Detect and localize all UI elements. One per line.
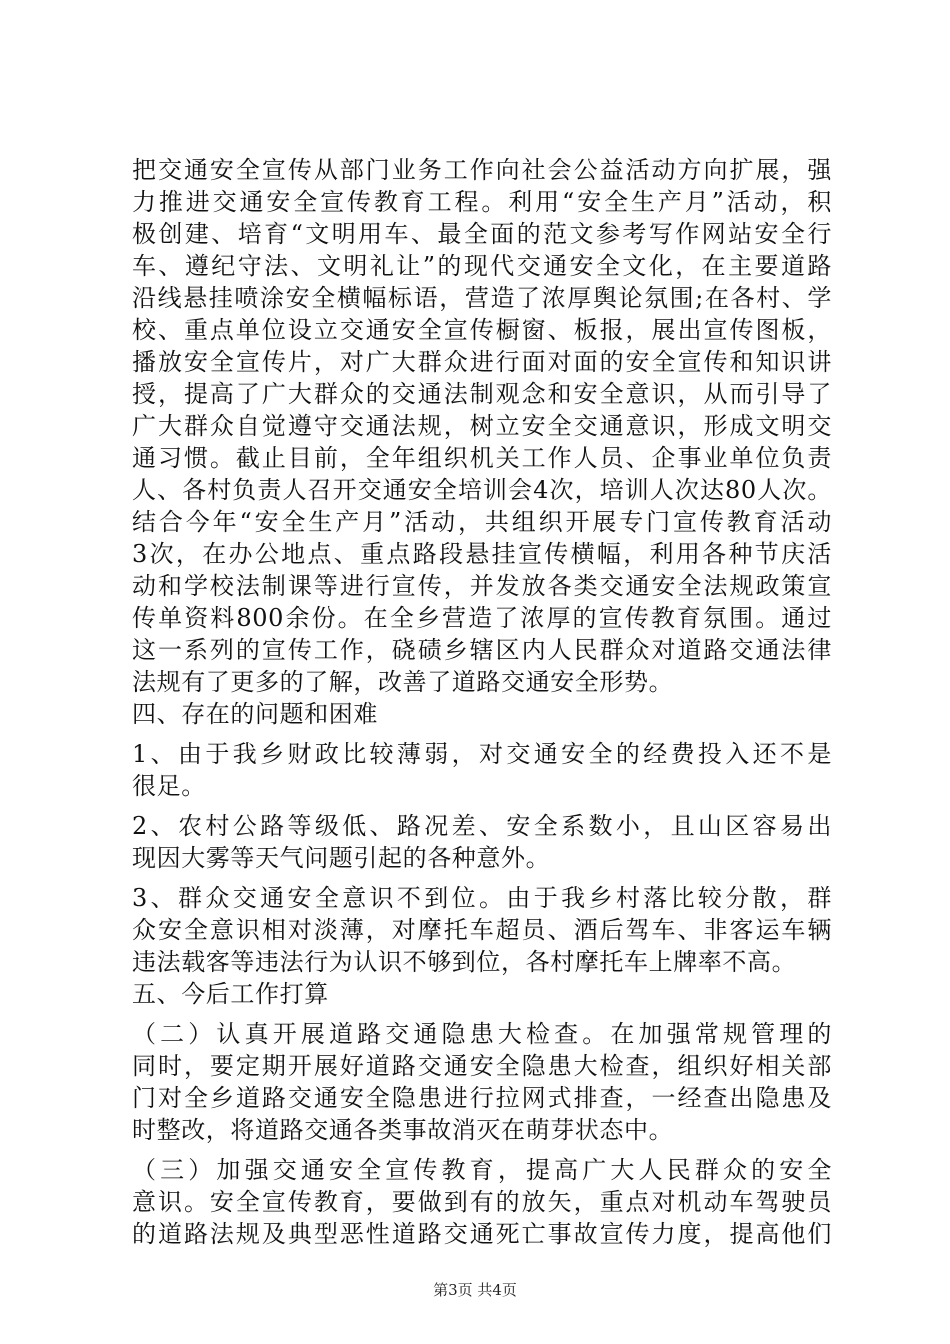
section-heading: 五、今后工作打算 <box>132 980 329 1008</box>
text-line: （二）认真开展道路交通隐患大检查。在加强常规管理的 <box>132 1020 832 1048</box>
text-line: 法规有了更多的了解，改善了道路交通安全形势。 <box>132 668 674 696</box>
text-line: 车、遵纪守法、文明礼让”的现代交通安全文化，在主要道路 <box>132 252 832 280</box>
text-line: 动和学校法制课等进行宣传，并发放各类交通安全法规政策宣 <box>132 572 832 600</box>
text-line: 众安全意识相对淡薄，对摩托车超员、酒后驾车、非客运车辆 <box>132 916 832 944</box>
text-line: 3、群众交通安全意识不到位。由于我乡村落比较分散，群 <box>132 884 832 912</box>
text-line: 广大群众自觉遵守交通法规，树立安全交通意识，形成文明交 <box>132 412 832 440</box>
text-line: 极创建、培育“文明用车、最全面的范文参考写作网站安全行 <box>132 220 832 248</box>
text-line: 校、重点单位设立交通安全宣传橱窗、板报，展出宣传图板， <box>132 316 832 344</box>
page-number-footer: 第3页 共4页 <box>433 1281 517 1299</box>
text-line: 时整改，将道路交通各类事故消灭在萌芽状态中。 <box>132 1116 674 1144</box>
text-line: 很足。 <box>132 772 206 800</box>
section-heading: 四、存在的问题和困难 <box>132 700 378 728</box>
text-line: 把交通安全宣传从部门业务工作向社会公益活动方向扩展，强 <box>132 156 832 184</box>
text-line: 这一系列的宣传工作，硗碛乡辖区内人民群众对道路交通法律 <box>132 636 832 664</box>
text-line: 意识。安全宣传教育，要做到有的放矢，重点对机动车驾驶员 <box>132 1188 832 1216</box>
text-line: （三）加强交通安全宣传教育，提高广大人民群众的安全 <box>132 1156 832 1184</box>
text-line: 结合今年“安全生产月”活动，共组织开展专门宣传教育活动 <box>132 508 832 536</box>
text-line: 现因大雾等天气问题引起的各种意外。 <box>132 844 551 872</box>
text-line: 2、农村公路等级低、路况差、安全系数小，且山区容易出 <box>132 812 832 840</box>
text-line: 播放安全宣传片，对广大群众进行面对面的安全宣传和知识讲 <box>132 348 832 376</box>
document-body <box>132 154 832 1250</box>
text-line: 通习惯。截止目前，全年组织机关工作人员、企事业单位负责 <box>132 444 832 472</box>
text-line: 人、各村负责人召开交通安全培训会4次，培训人次达80人次。 <box>132 476 832 504</box>
text-line: 的道路法规及典型恶性道路交通死亡事故宣传力度，提高他们 <box>132 1220 832 1248</box>
text-line: 门对全乡道路交通安全隐患进行拉网式排查，一经查出隐患及 <box>132 1084 832 1112</box>
text-line: 违法载客等违法行为认识不够到位，各村摩托车上牌率不高。 <box>132 948 797 976</box>
text-line: 3次，在办公地点、重点路段悬挂宣传横幅，利用各种节庆活 <box>132 540 832 568</box>
text-line: 同时，要定期开展好道路交通安全隐患大检查，组织好相关部 <box>132 1052 832 1080</box>
text-line: 沿线悬挂喷涂安全横幅标语，营造了浓厚舆论氛围;在各村、学 <box>132 284 832 312</box>
text-line: 1、由于我乡财政比较薄弱，对交通安全的经费投入还不是 <box>132 740 832 768</box>
text-line: 力推进交通安全宣传教育工程。利用“安全生产月”活动，积 <box>132 188 832 216</box>
text-line: 授，提高了广大群众的交通法制观念和安全意识，从而引导了 <box>132 380 832 408</box>
text-line: 传单资料800余份。在全乡营造了浓厚的宣传教育氛围。通过 <box>132 604 832 632</box>
